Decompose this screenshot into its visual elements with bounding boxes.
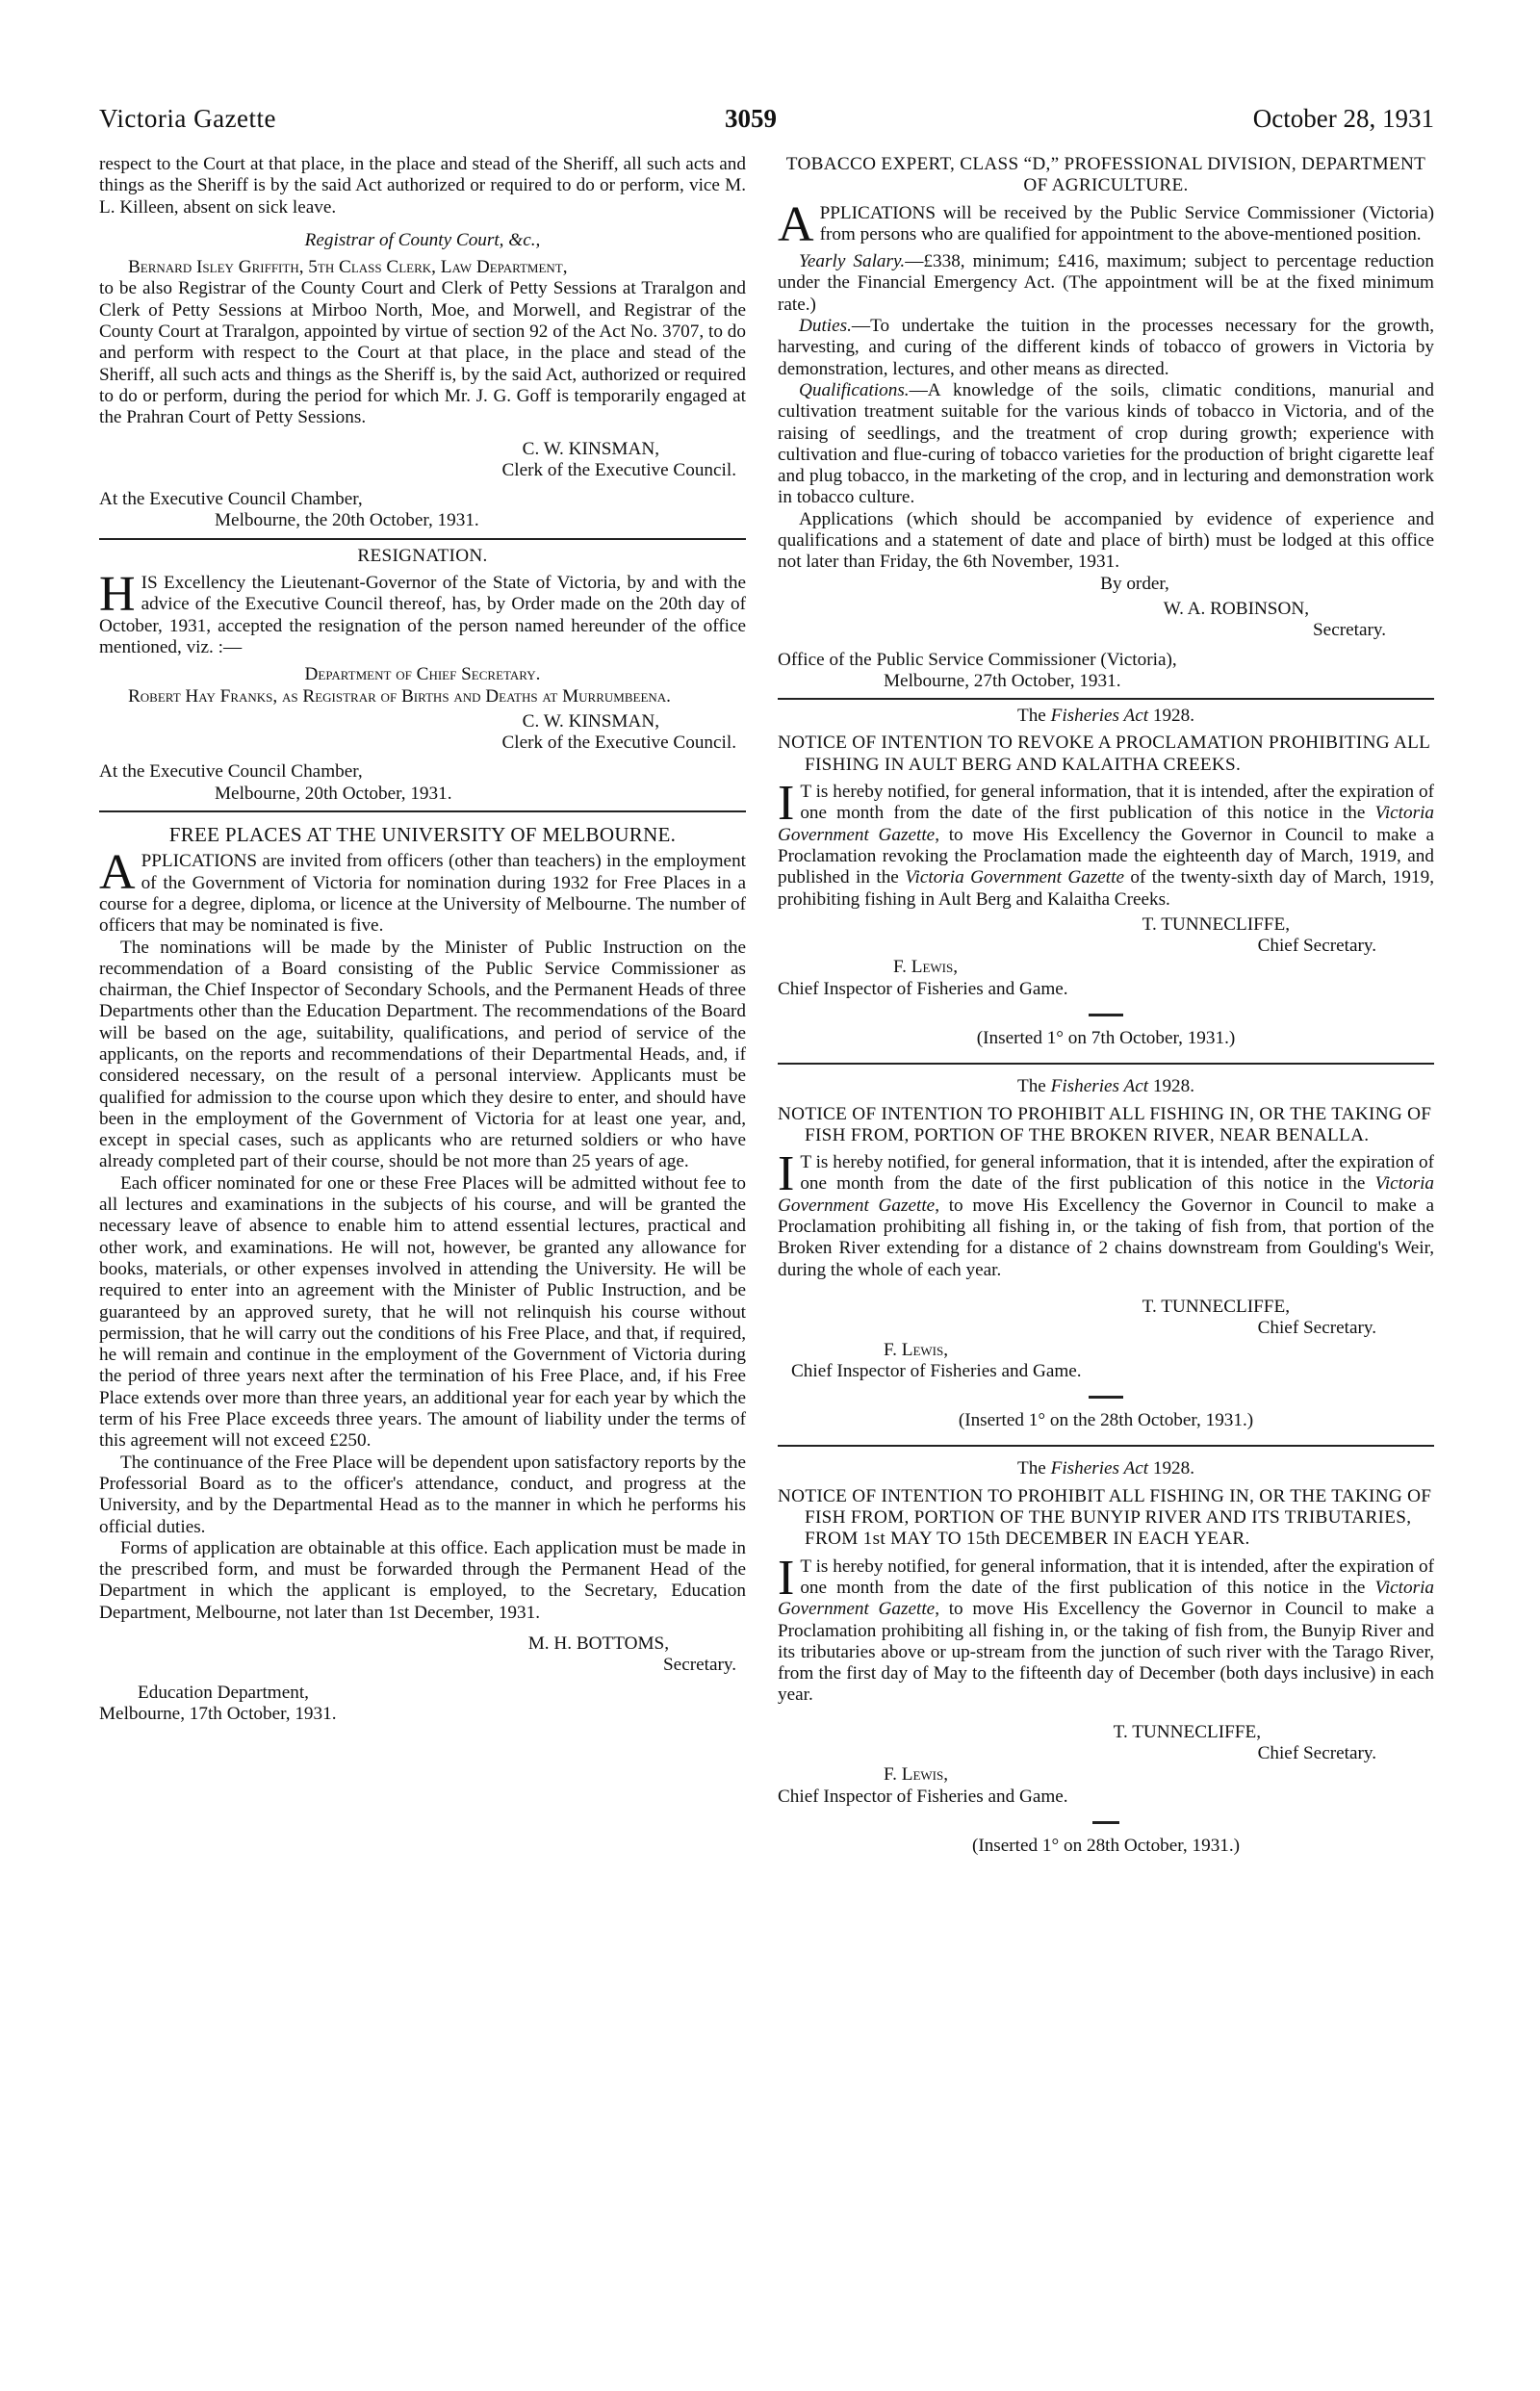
signatory-title: Clerk of the Executive Council. <box>501 733 736 754</box>
drop-cap: A <box>778 196 814 252</box>
continuation-paragraph: respect to the Court at that place, in the place and stead of the Sheriff, all such acts and things as the Sheriff is by the said Act authorized or required to do or perform, vice M. L. Killeen, absent on sick leave. <box>99 154 746 218</box>
act-reference: The Fisheries Act 1928. <box>1016 1076 1195 1097</box>
section-divider <box>99 810 746 812</box>
free-places-para-2: The nominations will be made by the Minister of Public Instruction on the recommendation of a Board consisting of the Public Service Commissioner as chairman, the Chief Inspector of Secondary Schools, and the Permanent Heads of three Departments other than the Education Department. The recommendations of the Board will be based on the age, suitability, qualifications, and period of service of the applicants, on the reports and recommendations of their Departmental Heads, and, if considered necessary, on the result of a personal interview. Applicants must be qualified for admission to the course upon which they desire to enter, and should have been in the employment of the Government of Victoria for at least one year, and, except in special cases, such as applicants who are returned soldiers or who have already completed part of their course, should be not more than 25 years of age. <box>99 937 746 1172</box>
insertion-note: (Inserted 1° on 7th October, 1931.) <box>976 1027 1236 1048</box>
inspector-title: Chief Inspector of Fisheries and Game. <box>791 1360 1082 1381</box>
signatory-title: Secretary. <box>663 1655 736 1676</box>
free-places-para-3: Each officer nominated for one or these Free Places will be admitted without fee to all lectures and examinations in the subjects of his course, and will be granted the necessary leave of absence to enable him to attend essential lectures, practical and other work, and examinations. He will not, however, be granted any allowance for books, materials, or other expenses involved in attending the University. He will be required to enter into an agreement with the Minister of Public Instruction, and be guaranteed by an approved surety, that he will not relinquish his course without permission, that he will carry out the conditions of his Free Place, and that, if required, he will remain and continue in the employment of the Government of Victoria during the period of three years next after the termination of his Free Place, and, if his Free Place extends over more than three years, an additional year for each year by which the term of his Free Place exceeds three years. The amount of liability under the terms of this agreement will not exceed £250. <box>99 1172 746 1452</box>
free-places-para-1: APPLICATIONS are invited from officers (other than teachers) in the employment of the Government of Victoria for nomination during 1932 for Free Places in a course for a degree, diploma, or licence at the University of Melbourne. The number of officers that may be nominated is five. <box>99 845 746 937</box>
inspector-title: Chief Inspector of Fisheries and Game. <box>778 978 1068 999</box>
act-reference: The Fisheries Act 1928. <box>1016 706 1195 727</box>
issue-date: October 28, 1931 <box>1252 104 1434 133</box>
notice-body: I T is hereby notified, for general information, that it is intended, after the expiration of one month from the date of the first publication of this notice in the Victoria Government Gazette, to move His Excellency the Governor in Council to make a Proclamation prohibiting all fishing in, or the taking of fish from, that portion of the Broken River extending for a distance of 2 chains downstream from Goulding's Weir, during the whole of each year. <box>778 1146 1434 1280</box>
signatory-name: T. TUNNECLIFFE, <box>1142 913 1290 935</box>
short-divider <box>1089 1396 1123 1399</box>
left-column <box>99 154 746 1725</box>
inspector-name: F. Lewis, <box>893 957 959 978</box>
act-reference: The Fisheries Act 1928. <box>1016 1458 1195 1479</box>
signatory-title: Clerk of the Executive Council. <box>501 459 736 480</box>
short-divider <box>1092 1821 1119 1824</box>
inspector-name: F. Lewis, <box>884 1764 949 1786</box>
place-date-line: Melbourne, 27th October, 1931. <box>884 670 1121 691</box>
signatory-name: T. TUNNECLIFFE, <box>1113 1721 1261 1742</box>
drop-cap: I <box>778 1146 795 1202</box>
signatory-name: M. H. BOTTOMS, <box>527 1633 669 1654</box>
right-column <box>778 154 1434 1857</box>
place-line: At the Executive Council Chamber, <box>99 489 363 510</box>
drop-cap: I <box>778 776 795 832</box>
resignation-body: HIS Excellency the Lieutenant-Governor of the State of Victoria, by and with the advice of the Executive Council thereof, has, by Order made on the 20th day of October, 1931, accepted the resignation of the person named hereunder of the office mentioned, viz. :— <box>99 567 746 657</box>
page-header <box>99 104 1434 139</box>
registrar-heading: Registrar of County Court, &c., <box>304 229 541 250</box>
by-order: By order, <box>1100 573 1169 594</box>
notice-heading: NOTICE OF INTENTION TO REVOKE A PROCLAMATION PROHIBITING ALL FISHING IN AULT BERG AND KALAITHA CREEKS. <box>778 733 1430 775</box>
drop-cap: H <box>99 567 136 623</box>
section-divider <box>99 538 746 540</box>
section-heading: FREE PLACES AT THE UNIVERSITY OF MELBOURNE. <box>168 823 677 847</box>
section-divider <box>778 1445 1434 1447</box>
section-heading: RESIGNATION. <box>357 545 488 566</box>
signatory-title: Secretary. <box>1313 620 1386 641</box>
appointee-name: Bernard Isley Griffith, 5th Class Clerk, Law Department, <box>128 257 568 278</box>
inspector-title: Chief Inspector of Fisheries and Game. <box>778 1786 1068 1807</box>
place-line: Education Department, <box>138 1682 309 1703</box>
duties-paragraph: Duties.—To undertake the tuition in the processes necessary for the growth, harvesting, and curing of the different kinds of tobacco of growers in Victoria by demonstration, lectures, and other means as directed. <box>778 316 1434 379</box>
page-number: 3059 <box>725 104 777 133</box>
signatory-name: W. A. ROBINSON, <box>1163 598 1309 619</box>
department-heading: Department of Chief Secretary. <box>304 664 541 685</box>
notice-heading: NOTICE OF INTENTION TO PROHIBIT ALL FISHING IN, OR THE TAKING OF FISH FROM, PORTION OF THE BUNYIP RIVER AND ITS TRIBUTARIES, FROM 1st MAY TO 15th DECEMBER IN EACH YEAR. <box>778 1485 1432 1550</box>
publication-title: Victoria Gazette <box>99 104 277 133</box>
notice-body: I T is hereby notified, for general information, that it is intended, after the expiration of one month from the date of the first publication of this notice in the Victoria Government Gazette, to move His Excellency the Governor in Council to make a Proclamation prohibiting all fishing in, or the taking of fish from, the Bunyip River and its tributaries above or up-stream from the junction of such river with the Tarago River, from the first day of May to the fifteenth day of December (both days inclusive) in each year. <box>778 1550 1434 1706</box>
place-line: At the Executive Council Chamber, <box>99 761 363 783</box>
insertion-note: (Inserted 1° on the 28th October, 1931.) <box>958 1410 1254 1431</box>
notice-body: I T is hereby notified, for general information, that it is intended, after the expiration of one month from the date of the first publication of this notice in the Victoria Government Gazette, to move His Excellency the Governor in Council to make a Proclamation revoking the Proclamation made the eighteenth day of March, 1919, and published in the Victoria Government Gazette of the twenty-sixth day of March, 1919, prohibiting fishing in Ault Berg and Kalaitha Creeks. <box>778 776 1434 910</box>
signatory-name: C. W. KINSMAN, <box>522 710 659 732</box>
signatory-name: C. W. KINSMAN, <box>522 438 659 459</box>
place-date-line: Melbourne, 20th October, 1931. <box>215 783 452 804</box>
drop-cap: I <box>778 1550 795 1606</box>
fisheries-notice-ault-berg <box>778 706 1434 1049</box>
signatory-name: T. TUNNECLIFFE, <box>1142 1296 1290 1317</box>
tobacco-expert-notice <box>778 154 1434 692</box>
signatory-title: Chief Secretary. <box>1257 936 1376 957</box>
place-line: Office of the Public Service Commissioner (Victoria), <box>778 649 1177 670</box>
short-divider <box>1089 1014 1123 1016</box>
insertion-note: (Inserted 1° on 28th October, 1931.) <box>971 1835 1241 1856</box>
fisheries-notice-bunyip-river <box>778 1453 1434 1857</box>
resigned-person: Robert Hay Franks, as Registrar of Births and Deaths at Murrumbeena. <box>128 685 671 707</box>
applications-paragraph: Applications (which should be accompanied by evidence of experience and qualifications and a statement of date and place of birth) must be lodged at this office not later than Friday, the 6th November, 1931. <box>778 508 1434 573</box>
tobacco-intro: APPLICATIONS will be received by the Public Service Commissioner (Victoria) from persons who are qualified for appointment to the above-mentioned position. <box>778 196 1434 252</box>
inspector-name: F. Lewis, <box>884 1339 949 1360</box>
section-divider <box>778 698 1434 700</box>
free-places-para-5: Forms of application are obtainable at this office. Each application must be made in the prescribed form, and must be forwarded through the Permanent Head of the Department in which the applicant is employed, to the Secretary, Education Department, Melbourne, not later than 1st December, 1931. <box>99 1537 746 1623</box>
fisheries-notice-broken-river <box>778 1070 1434 1431</box>
free-places-notice <box>99 818 746 1725</box>
place-date-line: Melbourne, the 20th October, 1931. <box>215 510 479 531</box>
qualifications-paragraph: Qualifications.—A knowledge of the soils, climatic conditions, manurial and cultivation treatment suitable for the various kinds of tobacco in Victoria, and of the raising of seedlings, and the treatment of crop during growth; experience with cultivation and flue-curing of tobacco varieties for the production of bright cigarette leaf and plug tobacco, in the marketing of the crop, and in lecturing and demonstration work in tobacco culture. <box>778 379 1434 508</box>
place-date-line: Melbourne, 17th October, 1931. <box>99 1703 337 1724</box>
notice-heading: NOTICE OF INTENTION TO PROHIBIT ALL FISHING IN, OR THE TAKING OF FISH FROM, PORTION OF THE BROKEN RIVER, NEAR BENALLA. <box>778 1103 1432 1145</box>
section-heading: TOBACCO EXPERT, CLASS “D,” PROFESSIONAL DIVISION, DEPARTMENT OF AGRICULTURE. <box>785 154 1426 196</box>
appointment-text: to be also Registrar of the County Court and Clerk of Petty Sessions at Traralgon and Clerk of Petty Sessions at Mirboo North, Moe, and Morwell, and Registrar of the County Court at Traralgon, appointed by virtue of section 92 of the Act No. 3707, to do and perform with respect to the Court at that place, in the place and stead of the Sheriff, all such acts and things as the Sheriff is, by the said Act, authorized or required to do or perform, during the period for which Mr. J. G. Goff is temporarily engaged at the Prahran Court of Petty Sessions. <box>99 278 746 428</box>
section-divider <box>778 1063 1434 1065</box>
signatory-title: Chief Secretary. <box>1257 1743 1376 1763</box>
salary-paragraph: Yearly Salary.—£338, minimum; £416, maximum; subject to percentage reduction under the Financial Emergency Act. (The appointment will be at the fixed minimum rate.) <box>778 251 1434 315</box>
resignation-notice <box>99 546 746 805</box>
signatory-title: Chief Secretary. <box>1257 1318 1376 1339</box>
drop-cap: A <box>99 845 136 901</box>
free-places-para-4: The continuance of the Free Place will be dependent upon satisfactory reports by the Professorial Board as to the officer's attendance, conduct, and progress at the University, and by the Departmental Head as to the manner in which he performs his official duties. <box>99 1452 746 1537</box>
